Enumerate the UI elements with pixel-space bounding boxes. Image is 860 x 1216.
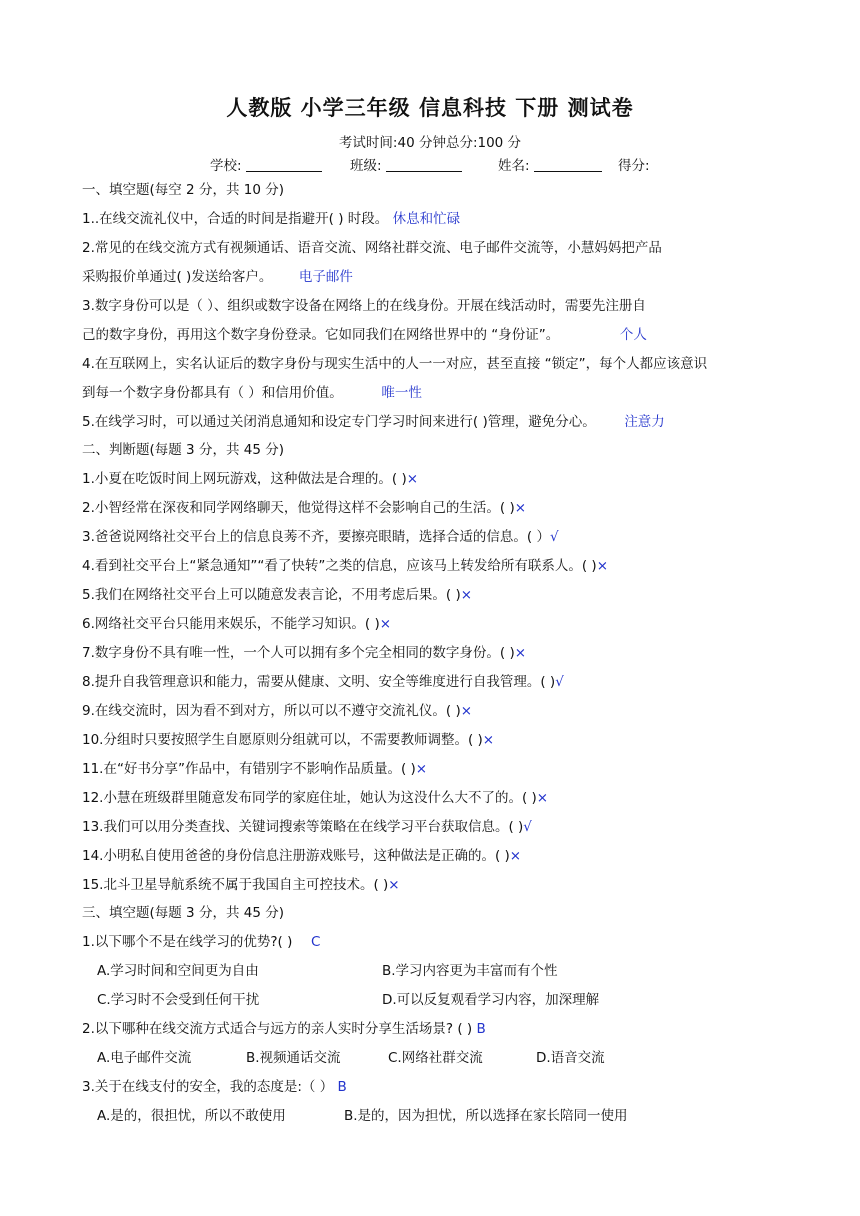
true-false-item xyxy=(82,760,427,778)
question-line: 4.在互联网上，实名认证后的数字身份与现实生活中的人一一对应，甚至直接 “锁定”，每个人都应该意识 xyxy=(82,356,708,372)
answer: × xyxy=(460,587,473,603)
true-false-item xyxy=(82,528,559,546)
question xyxy=(82,384,422,402)
answer: 休息和忙碌 xyxy=(392,211,461,227)
answer: √ xyxy=(549,529,559,545)
true-false-item xyxy=(82,644,526,662)
class-field xyxy=(350,154,462,174)
question xyxy=(82,268,353,286)
question-text: 9.在线交流时，因为看不到对方，所以可以不遵守交流礼仪。( ) xyxy=(82,703,461,719)
question-text: 15.北斗卫星导航系统不属于我国自主可控技术。( ) xyxy=(82,877,389,893)
question-text: 10.分组时只要按照学生自愿原则分组就可以，不需要教师调整。( ) xyxy=(82,732,483,748)
question-line: 2.常见的在线交流方式有视频通话、语音交流、网络社群交流、电子邮件交流等，小慧妈妈把产品 xyxy=(82,240,662,256)
school-field xyxy=(210,154,322,174)
answer: × xyxy=(514,645,527,661)
true-false-item xyxy=(82,731,494,749)
option-d: D.语音交流 xyxy=(536,1050,605,1066)
true-false-item xyxy=(82,789,548,807)
section1-heading: 一、填空题(每空 2 分，共 10 分) xyxy=(82,182,284,198)
option-c: C.学习时不会受到任何干扰 xyxy=(97,992,260,1008)
question xyxy=(82,210,460,228)
answer: × xyxy=(415,761,428,777)
name-label: 姓名: xyxy=(498,158,530,174)
true-false-item xyxy=(82,557,608,575)
true-false-item xyxy=(82,499,526,517)
answer: × xyxy=(406,471,419,487)
exam-time-info: 考试时间:40 分钟总分:100 分 xyxy=(338,135,522,151)
true-false-item xyxy=(82,702,472,720)
question-text: 7.数字身份不具有唯一性，一个人可以拥有多个完全相同的数字身份。( ) xyxy=(82,645,515,661)
option-c: C.网络社群交流 xyxy=(388,1050,483,1066)
school-blank xyxy=(246,157,322,172)
question xyxy=(82,413,665,431)
question-text: 6.网络社交平台只能用来娱乐，不能学习知识。( ) xyxy=(82,616,380,632)
answer: × xyxy=(482,732,495,748)
true-false-item xyxy=(82,818,532,836)
question-line: 3.数字身份可以是（ ）、组织或数字设备在网络上的在线身份。开展在线活动时，需要先注册自 xyxy=(82,298,646,314)
option-a: A.电子邮件交流 xyxy=(97,1050,192,1066)
name-blank xyxy=(534,157,602,172)
question-text: 8.提升自我管理意识和能力，需要从健康、文明、安全等维度进行自我管理。( ) xyxy=(82,674,556,690)
score-label: 得分: xyxy=(618,158,650,174)
answer: B xyxy=(337,1079,347,1095)
option-b: B.学习内容更为丰富而有个性 xyxy=(382,963,558,979)
option-b: B.是的，因为担忧，所以选择在家长陪同一使用 xyxy=(344,1108,628,1124)
true-false-item xyxy=(82,615,391,633)
question-text: 4.看到社交平台上“紧急通知”“看了快转”之类的信息，应该马上转发给所有联系人。( ) xyxy=(82,558,597,574)
true-false-item xyxy=(82,470,418,488)
true-false-item xyxy=(82,586,472,604)
answer: × xyxy=(379,616,392,632)
true-false-item xyxy=(82,847,521,865)
question-text: 己的数字身份，再用这个数字身份登录。它如同我们在网络世界中的 “身份证”。 xyxy=(82,327,560,343)
class-label: 班级: xyxy=(350,158,382,174)
question-text: 14.小明私自使用爸爸的身份信息注册游戏账号，这种做法是正确的。( ) xyxy=(82,848,510,864)
answer: × xyxy=(509,848,522,864)
option-a: A.学习时间和空间更为自由 xyxy=(97,963,259,979)
question-text: 5.在线学习时，可以通过关闭消息通知和设定专门学习时间来进行( )管理，避免分心。 xyxy=(82,414,596,430)
class-blank xyxy=(386,157,462,172)
answer: √ xyxy=(555,674,564,690)
question-text: 1..在线交流礼仪中，合适的时间是指避开( ) 时段。 xyxy=(82,211,389,227)
answer: 电子邮件 xyxy=(298,269,353,285)
answer: √ xyxy=(523,819,532,835)
answer: × xyxy=(460,703,473,719)
true-false-item xyxy=(82,673,564,691)
name-field xyxy=(498,154,602,174)
question-text: 2.小智经常在深夜和同学网络聊天，他觉得这样不会影响自己的生活。( ) xyxy=(82,500,515,516)
answer: 注意力 xyxy=(624,414,665,430)
page-title: 人教版 小学三年级 信息科技 下册 测试卷 xyxy=(226,96,634,120)
answer: 个人 xyxy=(619,327,647,343)
question xyxy=(82,933,320,951)
answer: 唯一性 xyxy=(381,385,422,401)
question-text: 5.我们在网络社交平台上可以随意发表言论，不用考虑后果。( ) xyxy=(82,587,461,603)
question xyxy=(82,1078,347,1096)
section2-heading: 二、判断题(每题 3 分，共 45 分) xyxy=(82,442,284,458)
question-text: 11.在“好书分享”作品中，有错别字不影响作品质量。( ) xyxy=(82,761,416,777)
answer: B xyxy=(476,1021,486,1037)
option-b: B.视频通话交流 xyxy=(246,1050,341,1066)
score-field xyxy=(618,154,650,174)
question-text: 3.爸爸说网络社交平台上的信息良莠不齐，要擦亮眼睛，选择合适的信息。( ） xyxy=(82,529,550,545)
answer: C xyxy=(310,934,321,950)
question-text: 到每一个数字身份都具有（ ）和信用价值。 xyxy=(82,385,343,401)
question xyxy=(82,326,647,344)
answer: × xyxy=(514,500,527,516)
true-false-item xyxy=(82,876,400,894)
option-a: A.是的，很担忧，所以不敢使用 xyxy=(97,1108,286,1124)
question-text: 13.我们可以用分类查找、关键词搜索等策略在在线学习平台获取信息。( ) xyxy=(82,819,524,835)
answer: × xyxy=(388,877,400,893)
answer: × xyxy=(536,790,549,806)
question-text: 12.小慧在班级群里随意发布同学的家庭住址，她认为这没什么大不了的。( ) xyxy=(82,790,537,806)
option-d: D.可以反复观看学习内容，加深理解 xyxy=(382,992,600,1008)
question-text: 采购报价单通过( )发送给客户。 xyxy=(82,269,273,285)
question-text: 3.关于在线支付的安全，我的态度是:（ ） xyxy=(82,1079,334,1095)
question-text: 1.以下哪个不是在线学习的优势?( ) xyxy=(82,934,293,950)
question-text: 1.小夏在吃饭时间上网玩游戏，这种做法是合理的。( ) xyxy=(82,471,407,487)
question xyxy=(82,1020,486,1038)
question-text: 2.以下哪种在线交流方式适合与远方的亲人实时分享生活场景? ( ) xyxy=(82,1021,473,1037)
section3-heading: 三、填空题(每题 3 分，共 45 分) xyxy=(82,905,284,921)
school-label: 学校: xyxy=(210,158,242,174)
answer: × xyxy=(596,558,608,574)
